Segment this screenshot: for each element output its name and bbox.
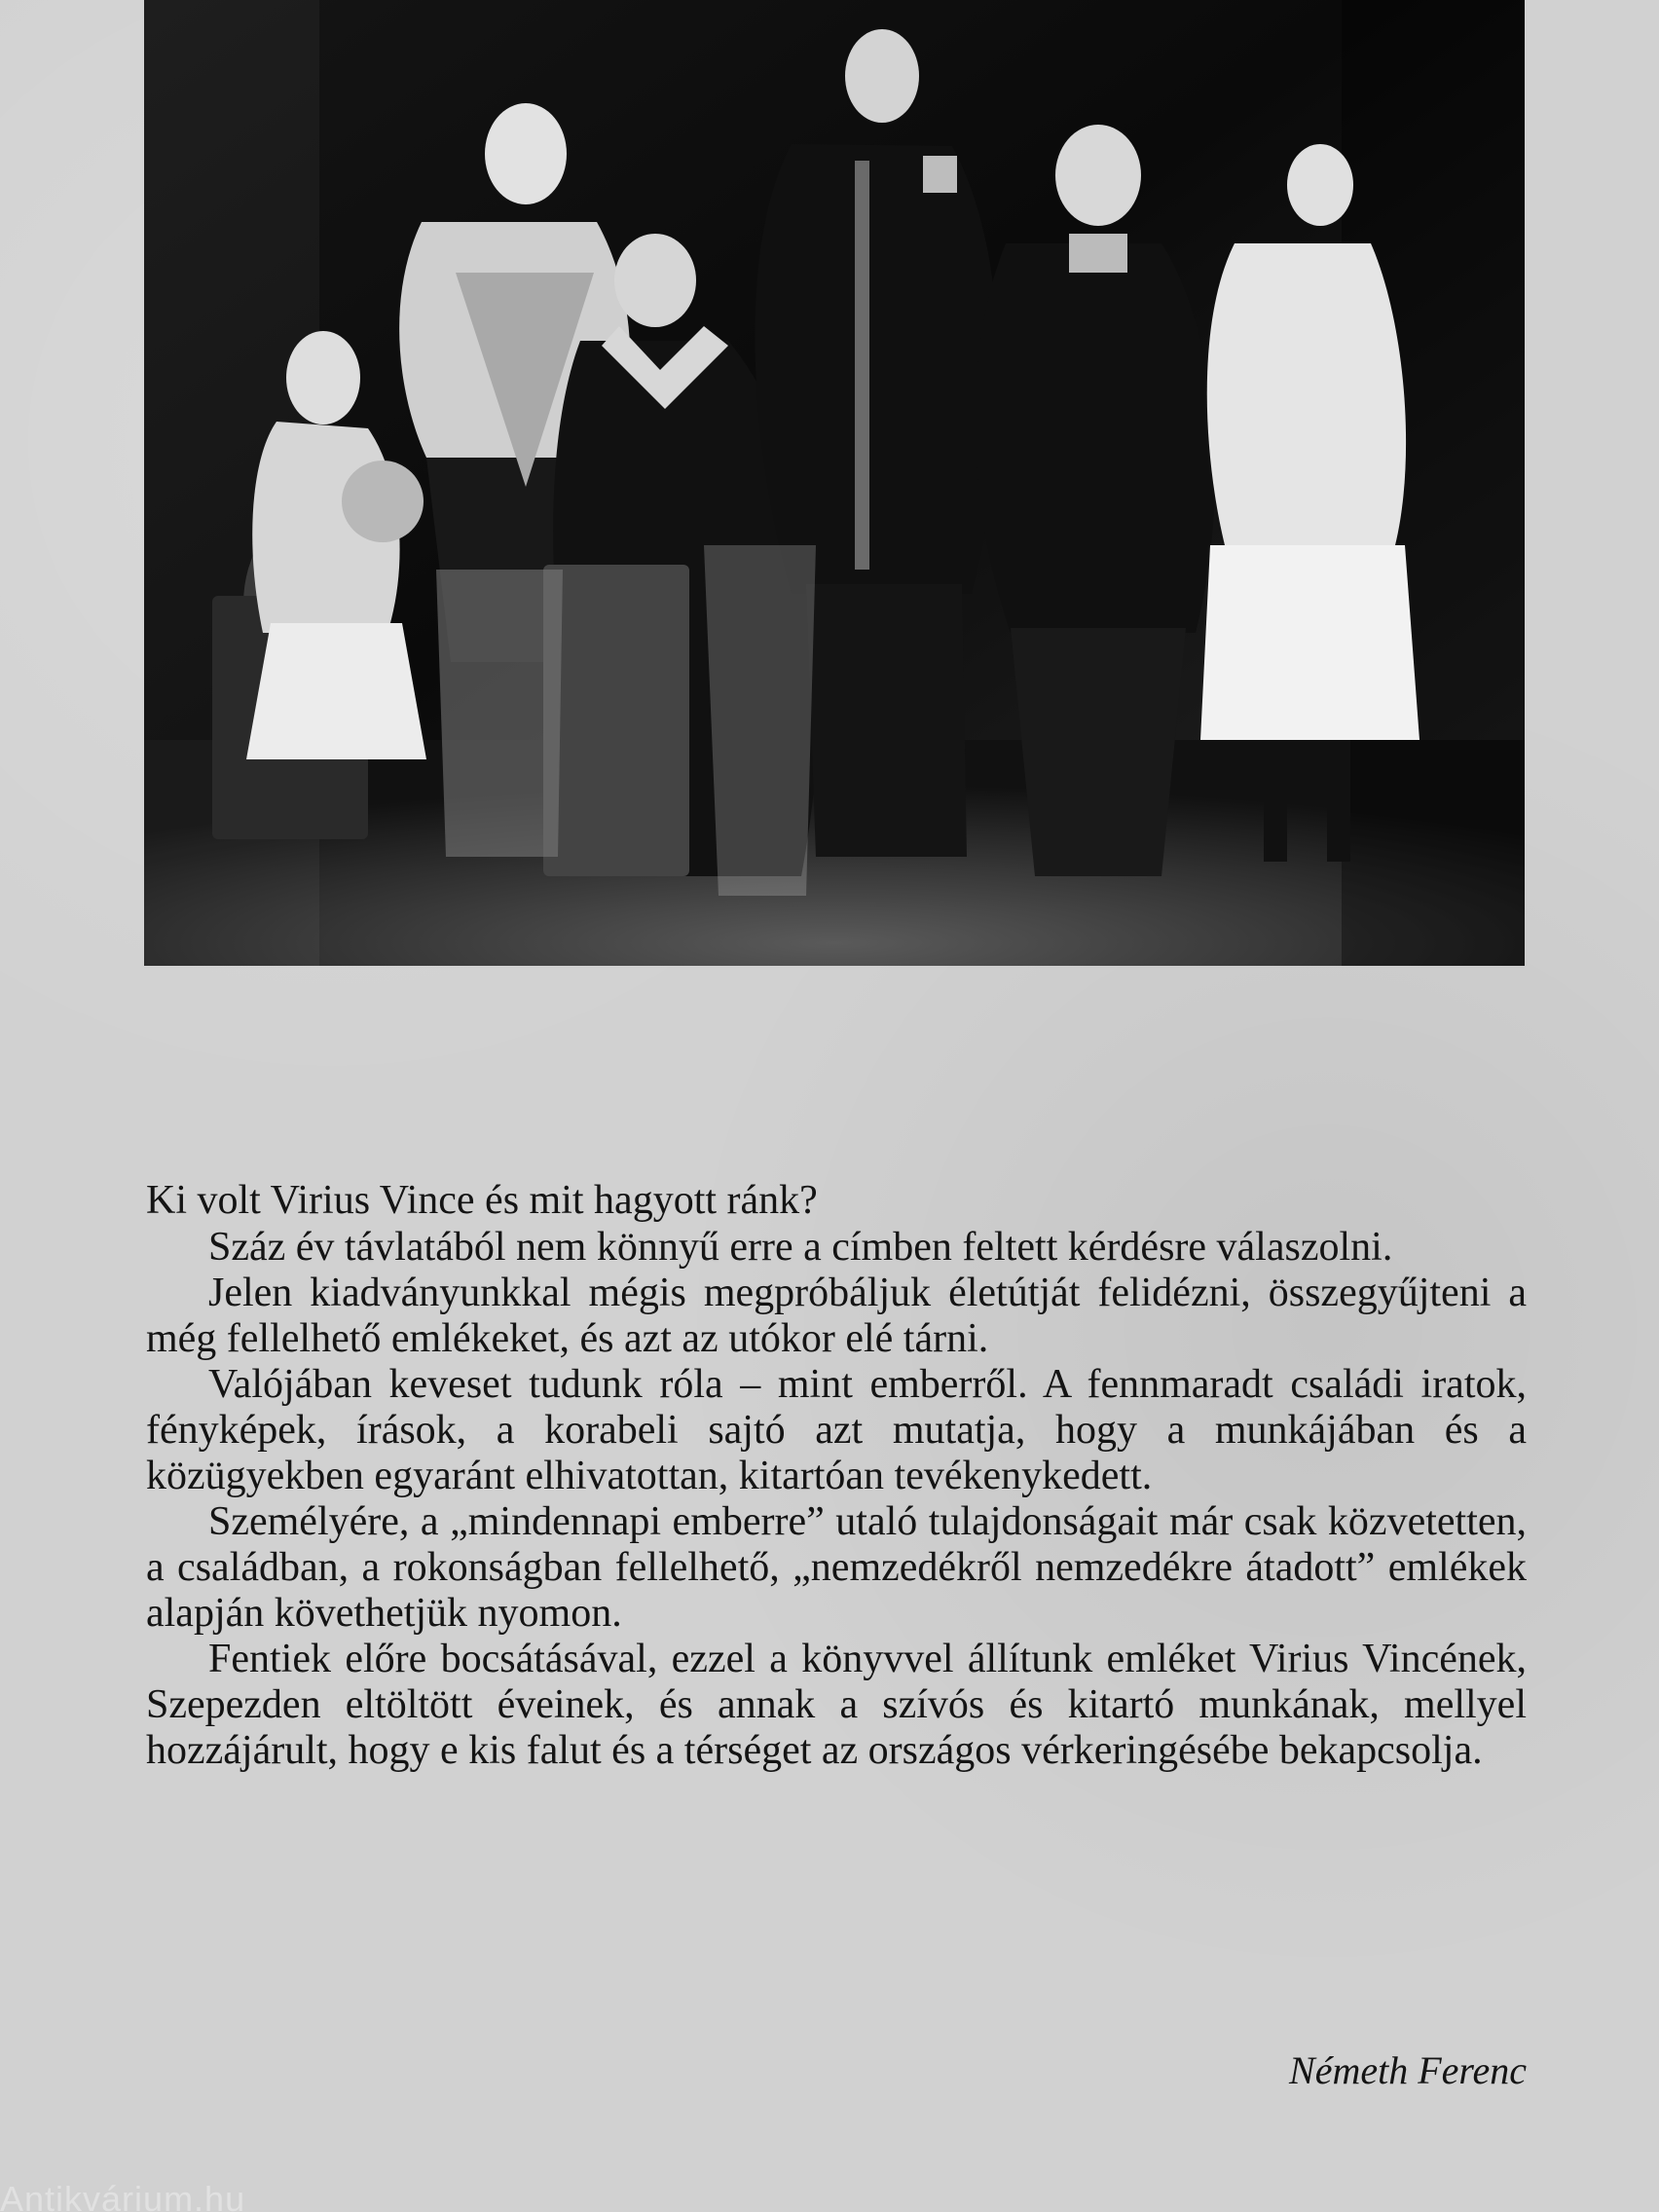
paragraph-5: Fentiek előre bocsátásával, ezzel a könyvvel állítunk emléket Virius Vincének, Szepezden eltöltött éveinek, és annak a szívós és kitartó munkának, mellyel hozzájárult, hogy e kis falut és a térséget az országos vérkeringésébe bekapcsolja. bbox=[146, 1637, 1527, 1773]
intro-text bbox=[146, 1178, 1527, 1774]
text-title: Ki volt Virius Vince és mit hagyott ránk? bbox=[146, 1178, 818, 1223]
signature: Németh Ferenc bbox=[1289, 2048, 1527, 2092]
paragraph-4: Személyére, a „mindennapi emberre” utaló tulajdonságait már csak közvetetten, a családban, a rokonságban fellelhető, „nemzedékről nemzedékre átadott” emlékek alapján követhetjük nyomon. bbox=[146, 1499, 1527, 1636]
paragraph-3: Valójában keveset tudunk róla – mint emberről. A fennmaradt családi iratok, fényképek, írások, a korabeli sajtó azt mutatja, hogy a munkájában és a közügyekben egyaránt elhivatottan, kitartóan tevékenykedett. bbox=[146, 1362, 1527, 1498]
photo-placeholder bbox=[144, 0, 1525, 966]
watermark: Antikvárium.hu bbox=[0, 2179, 246, 2212]
paragraph-2: Jelen kiadványunkkal mégis megpróbáljuk életútját felidézni, összegyűjteni a még fellelhető emlékeket, és azt az utókor elé tárni. bbox=[146, 1271, 1527, 1361]
family-portrait bbox=[144, 0, 1525, 966]
paragraph-1: Száz év távlatából nem könnyű erre a címben feltett kérdésre válaszolni. bbox=[208, 1225, 1393, 1270]
